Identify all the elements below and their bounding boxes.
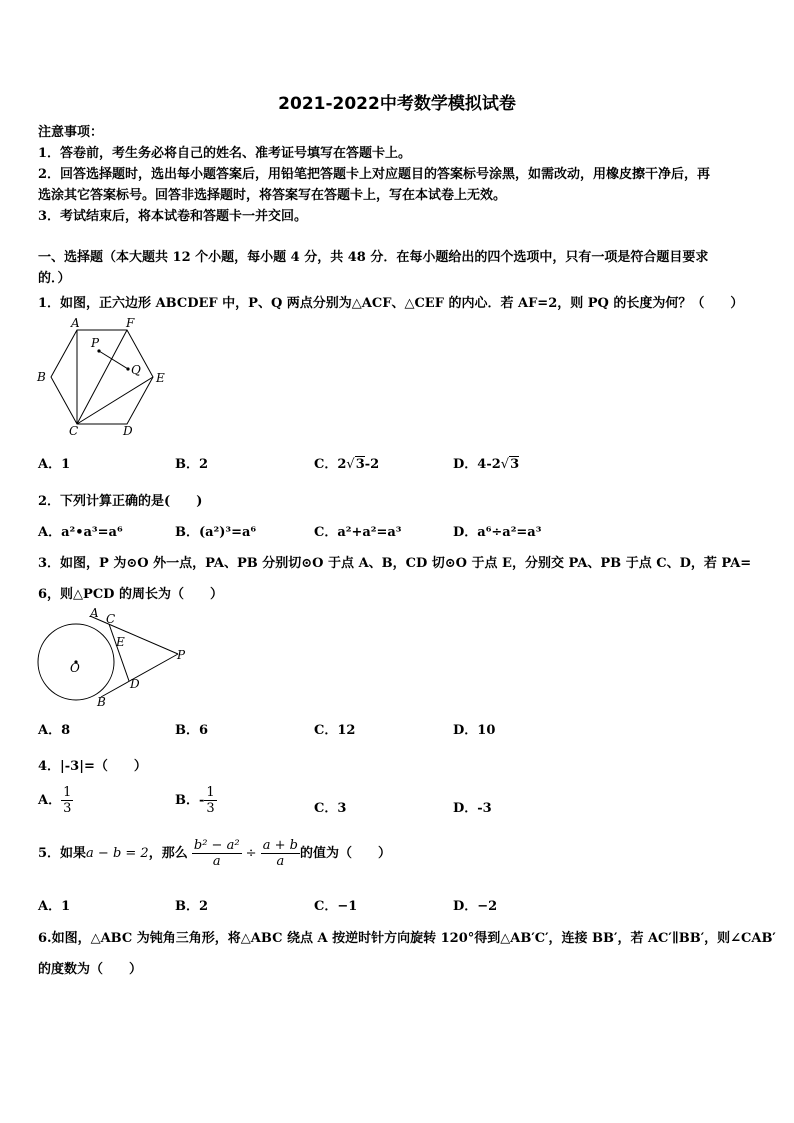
q5-option-d: D．−2 xyxy=(453,899,498,914)
tangent-cd xyxy=(109,624,129,681)
label-p: P xyxy=(91,336,100,350)
question-3-stem-line2: 6，则△PCD 的周长为（ ） xyxy=(38,587,223,602)
q3-option-d: D．10 xyxy=(453,723,496,738)
notice-heading: 注意事项： xyxy=(38,125,104,140)
label-e: E xyxy=(156,371,165,385)
label-a: A xyxy=(71,316,80,330)
question-2-stem: 2．下列计算正确的是( ) xyxy=(38,494,203,509)
label-e: E xyxy=(116,635,125,649)
question-1-stem: 1．如图，正六边形 ABCDEF 中，P、Q 两点分别为△ACF、△CEF 的内心．若 AF=2，则 PQ 的长度为何？（ ） xyxy=(38,296,744,311)
label-o: O xyxy=(70,661,80,675)
label-c: C xyxy=(69,424,79,438)
q5-option-a: A．1 xyxy=(38,899,71,914)
q1-option-d: D．4-2√3 xyxy=(453,457,520,472)
notice-item: 2．回答选择题时，选出每小题答案后，用铅笔把答题卡上对应题目的答案标号涂黑，如需改动，用橡皮擦干净后，再 xyxy=(38,167,711,182)
sqrt-radicand: 3 xyxy=(355,457,365,472)
q5-option-c: C．−1 xyxy=(314,899,358,914)
label-b: B xyxy=(37,370,46,384)
segment-pq xyxy=(99,351,128,369)
question-5-stem: 5．如果a − b = 2，那么 $\frac{\text{b² − a²}}{a}$ ÷ $\frac{a + b}{a}$ 的值为（ ） xyxy=(38,838,391,869)
segment-ec xyxy=(77,377,153,424)
condition: a − b = 2 xyxy=(86,846,149,861)
q1-option-b: B．2 xyxy=(175,457,209,472)
segment-fc xyxy=(77,330,127,424)
q4-option-c: C．3 xyxy=(314,801,347,816)
label-d: D xyxy=(123,424,133,438)
section-heading-line1: 一、选择题（本大题共 12 个小题，每小题 4 分，共 48 分．在每小题给出的四个选项中，只有一项是符合题目要求 xyxy=(38,250,709,265)
q3-option-a: A．8 xyxy=(38,723,71,738)
notice-item: 选涂其它答案标号。回答非选择题时，将答案写在答题卡上，写在本试卷上无效。 xyxy=(38,188,507,203)
hexagon-figure xyxy=(34,316,174,440)
q4-option-a: A． $\frac{1}{3}$ xyxy=(38,785,72,816)
q2-option-c: C．a²+a²=a³ xyxy=(314,525,402,540)
q2-option-d: D．a⁶÷a²=a³ xyxy=(453,525,542,540)
label-q: Q xyxy=(131,363,141,377)
q1-option-a: A．1 xyxy=(38,457,71,472)
question-4-stem: 4．|-3|=（ ） xyxy=(38,759,147,774)
circle-tangent-figure xyxy=(34,606,194,710)
question-6-stem-line2: 的度数为（ ） xyxy=(38,962,143,977)
q5-option-b: B．2 xyxy=(175,899,209,914)
q4-option-b: B．- $\frac{1}{3}$ xyxy=(175,785,215,816)
label-b: B xyxy=(97,695,106,709)
label-f: F xyxy=(126,316,135,330)
sqrt-radicand: 3 xyxy=(510,457,520,472)
q2-option-b: B．(a²)³=a⁶ xyxy=(175,525,257,540)
question-3-stem-line1: 3．如图，P 为⊙O 外一点，PA、PB 分别切⊙O 于点 A、B，CD 切⊙O 于点 E，分别交 PA、PB 于点 C、D，若 PA= xyxy=(38,556,752,571)
q4-option-d: D．-3 xyxy=(453,801,492,816)
label-c: C xyxy=(106,612,116,626)
q3-option-b: B．6 xyxy=(175,723,209,738)
question-6-stem-line1: 6.如图，△ABC 为钝角三角形，将△ABC 绕点 A 按逆时针方向旋转 120°得到△AB′C′，连接 BB′，若 AC′∥BB′，则∠CAB′ xyxy=(38,931,776,946)
q2-option-a: A．a²•a³=a⁶ xyxy=(38,525,123,540)
label-d: D xyxy=(130,677,140,691)
q3-option-c: C．12 xyxy=(314,723,356,738)
q1-option-c: C．2√3-2 xyxy=(314,457,380,472)
point-q xyxy=(126,367,129,370)
label-p: P xyxy=(177,648,186,662)
page-title: 2021-2022中考数学模拟试卷 xyxy=(278,94,516,114)
notice-item: 1．答卷前，考生务必将自己的姓名、准考证号填写在答题卡上。 xyxy=(38,146,412,161)
section-heading-line2: 的．） xyxy=(38,271,71,286)
label-a: A xyxy=(90,606,99,620)
notice-item: 3．考试结束后，将本试卷和答题卡一并交回。 xyxy=(38,209,308,224)
